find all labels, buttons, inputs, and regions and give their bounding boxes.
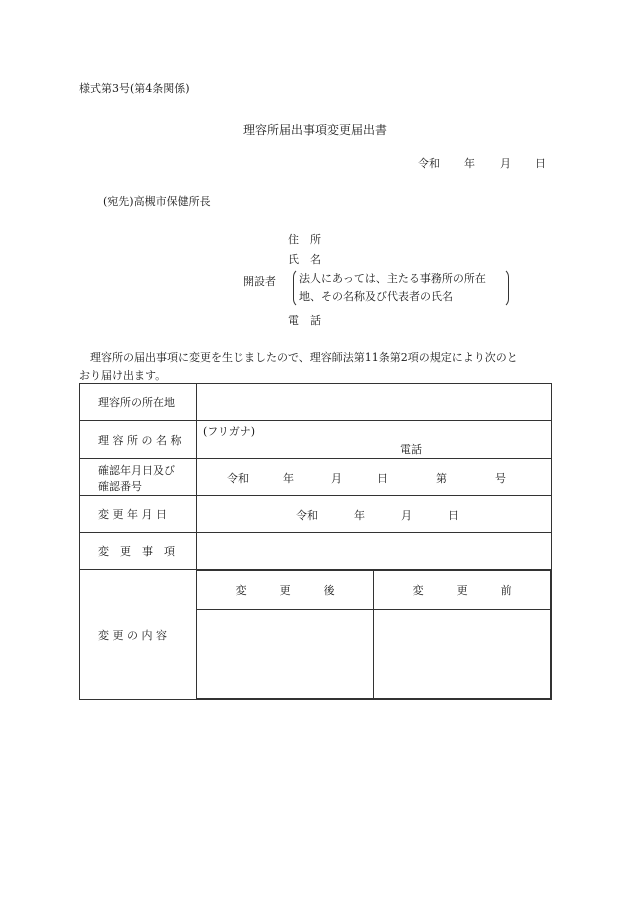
- change-content-label: 変 更 の 内 容: [80, 570, 197, 700]
- applicant-label: 開設者: [243, 275, 276, 288]
- change-content-body: [197, 610, 551, 699]
- shop-name-label: 理 容 所 の 名 称: [80, 421, 197, 459]
- applicant-name-label: 氏 名: [288, 253, 321, 266]
- change-date-year: 年: [354, 509, 365, 522]
- body-text-line1: 理容所の届出事項に変更を生じましたので、理容師法第11条第2項の規定により次のと: [90, 351, 518, 364]
- date-year: 年: [464, 157, 475, 170]
- change-item-field[interactable]: [197, 533, 552, 570]
- before-field[interactable]: [374, 610, 551, 699]
- confirm-go: 号: [495, 472, 506, 485]
- confirm-label: [80, 459, 197, 496]
- date-day: 日: [535, 157, 546, 170]
- change-date-label: 変 更 年 月 日: [80, 496, 197, 533]
- shop-phone-label: 電話: [400, 443, 422, 456]
- confirm-day: 日: [377, 472, 388, 485]
- applicant-address-label: 住 所: [288, 233, 321, 246]
- after-field[interactable]: [197, 610, 374, 699]
- confirm-label-line2: 確認番号: [98, 480, 142, 493]
- confirm-month: 月: [331, 472, 342, 485]
- change-date-field[interactable]: [197, 496, 552, 533]
- row-confirm: [80, 459, 552, 496]
- addressee: (宛先)高槻市保健所長: [103, 195, 211, 208]
- change-item-label: 変 更 事 項: [80, 533, 197, 570]
- form-number: 様式第3号(第4条関係): [79, 82, 190, 95]
- page-title: 理容所届出事項変更届出書: [243, 123, 388, 137]
- change-form-table: [79, 383, 552, 700]
- location-label: 理容所の所在地: [80, 384, 197, 421]
- confirm-year: 年: [283, 472, 294, 485]
- row-name: [80, 421, 552, 459]
- change-date-month: 月: [401, 509, 412, 522]
- furigana-label: (フリガナ): [203, 425, 256, 438]
- change-date-day: 日: [448, 509, 459, 522]
- row-location: [80, 384, 552, 421]
- confirm-field[interactable]: [197, 459, 552, 496]
- row-change-date: [80, 496, 552, 533]
- row-change-item: [80, 533, 552, 570]
- corporate-note-line2: 地、その名称及び代表者の氏名: [299, 290, 453, 303]
- corporate-note-line1: 法人にあっては、主たる事務所の所在: [299, 272, 486, 285]
- applicant-phone-label: 電 話: [288, 314, 321, 327]
- row-change-content: [80, 570, 552, 700]
- before-header: 変 更 前: [374, 571, 551, 610]
- after-header: 変 更 後: [197, 571, 374, 610]
- shop-name-field[interactable]: [197, 421, 552, 459]
- change-content-header: [197, 571, 551, 610]
- date-era: 令和: [418, 157, 440, 170]
- confirm-era: 令和: [227, 472, 249, 485]
- change-date-era: 令和: [296, 509, 318, 522]
- confirm-label-line1: 確認年月日及び: [98, 464, 175, 477]
- change-content-cell: [197, 570, 552, 700]
- date-month: 月: [500, 157, 511, 170]
- change-content-table: [197, 570, 551, 699]
- confirm-no: 第: [436, 472, 447, 485]
- location-field[interactable]: [197, 384, 552, 421]
- body-text-line2: おり届け出ます。: [79, 369, 167, 382]
